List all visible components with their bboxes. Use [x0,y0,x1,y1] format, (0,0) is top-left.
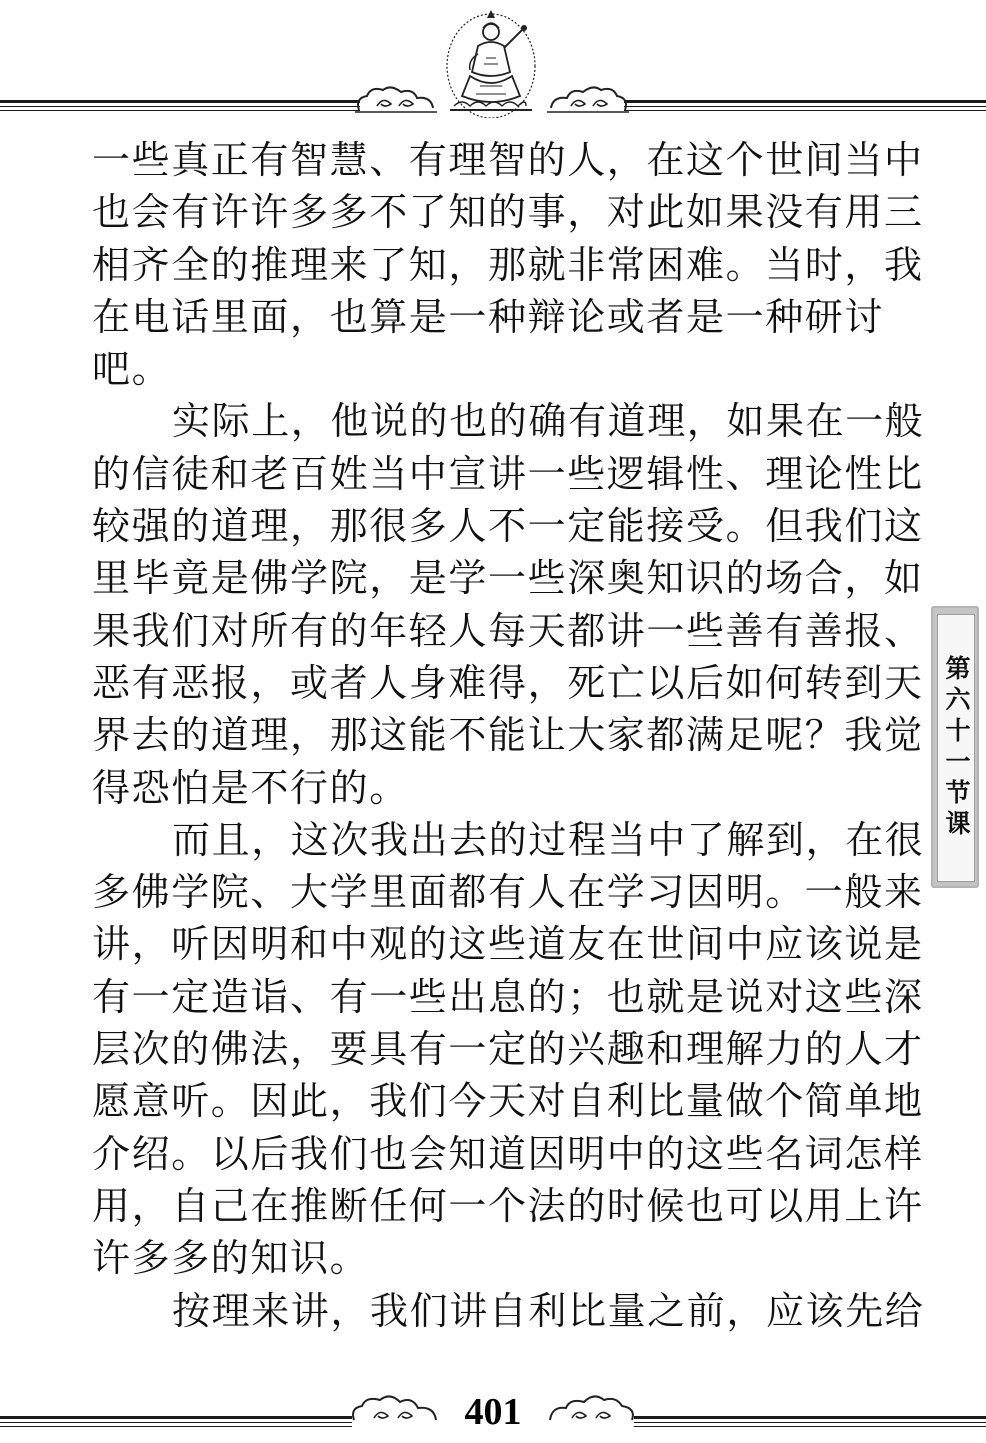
paragraph-3 [92,814,925,1285]
text-line: 多佛学院、大学里面都有人在学习因明。一般来 [92,870,924,915]
text-line: 一些真正有智慧、有理智的人，在这个世间当中 [92,138,924,182]
footer-rule-left-thin [0,1422,352,1423]
footer-rule-right-thick [634,1416,986,1419]
footer-rule-left-thick [0,1416,352,1419]
text-line: 吧。 [92,347,172,392]
text-line: 愿意听。因此，我们今天对自利比量做个简单地 [92,1079,924,1124]
page-body [92,134,925,1337]
header-rule-left-thin-2 [0,110,360,111]
text-line: 用，自己在推断任何一个法的时候也可以用上许 [92,1183,924,1228]
text-line: 较强的道理，那很多人不一定能接受。但我们这 [92,504,924,549]
chapter-side-tab-inner [937,614,975,882]
text-line: 里毕竟是佛学院，是学一些深奥知识的场合，如 [92,556,924,601]
header-rule-right-thin [624,106,986,107]
text-line: 界去的道理，那这能不能让大家都满足呢？我觉 [92,713,924,758]
text-line: 按理来讲，我们讲自利比量之前，应该先给 [172,1288,925,1333]
text-line: 恶有恶报，或者人身难得，死亡以后如何转到天 [92,660,924,705]
footer-rule-right-thin-2 [634,1426,986,1427]
cloud-scroll-icon [547,84,629,116]
paragraph-4 [92,1285,925,1337]
text-line: 实际上，他说的也的确有道理，如果在一般 [172,399,925,444]
text-line: 许多多的知识。 [92,1236,370,1281]
header-rule-left-thin [0,106,360,107]
paragraph-2 [92,395,925,813]
header-rule-right-thick [624,100,986,103]
text-line: 果我们对所有的年轻人每天都讲一些善有善报、 [92,608,924,653]
header-rule-right-thin-2 [624,110,986,111]
chapter-label: 第六十一节课 [942,655,971,841]
footer-rule-left-thin-2 [0,1426,352,1427]
page-number: 401 [464,1391,522,1433]
paragraph-1 [92,134,924,395]
chapter-side-tab [931,606,979,888]
text-line: 讲，听因明和中观的这些道友在世间中应该说是 [92,922,924,967]
text-line: 有一定造诣、有一些出息的；也就是说对这些深 [92,974,924,1019]
footer-rule-right-thin [634,1422,986,1423]
cloud-scroll-icon [355,84,437,116]
cloud-scroll-icon [350,1392,440,1428]
text-line: 介绍。以后我们也会知道因明中的这些名词怎样 [92,1131,924,1176]
text-line: 也会有许许多多不了知的事，对此如果没有用三 [92,190,924,235]
text-line: 相齐全的推理来了知，那就非常困难。当时，我 [92,242,924,287]
text-line: 的信徒和老百姓当中宣讲一些逻辑性、理论性比 [92,451,924,496]
header-rule-left-thick [0,100,360,103]
deity-figure-icon [440,6,542,118]
cloud-scroll-icon [546,1392,636,1428]
text-line: 层次的佛法，要具有一定的兴趣和理解力的人才 [92,1027,924,1072]
text-line: 得恐怕是不行的。 [92,765,409,810]
text-line: 在电话里面，也算是一种辩论或者是一种研讨 [92,294,885,339]
text-line: 而且，这次我出去的过程当中了解到，在很 [172,817,925,862]
